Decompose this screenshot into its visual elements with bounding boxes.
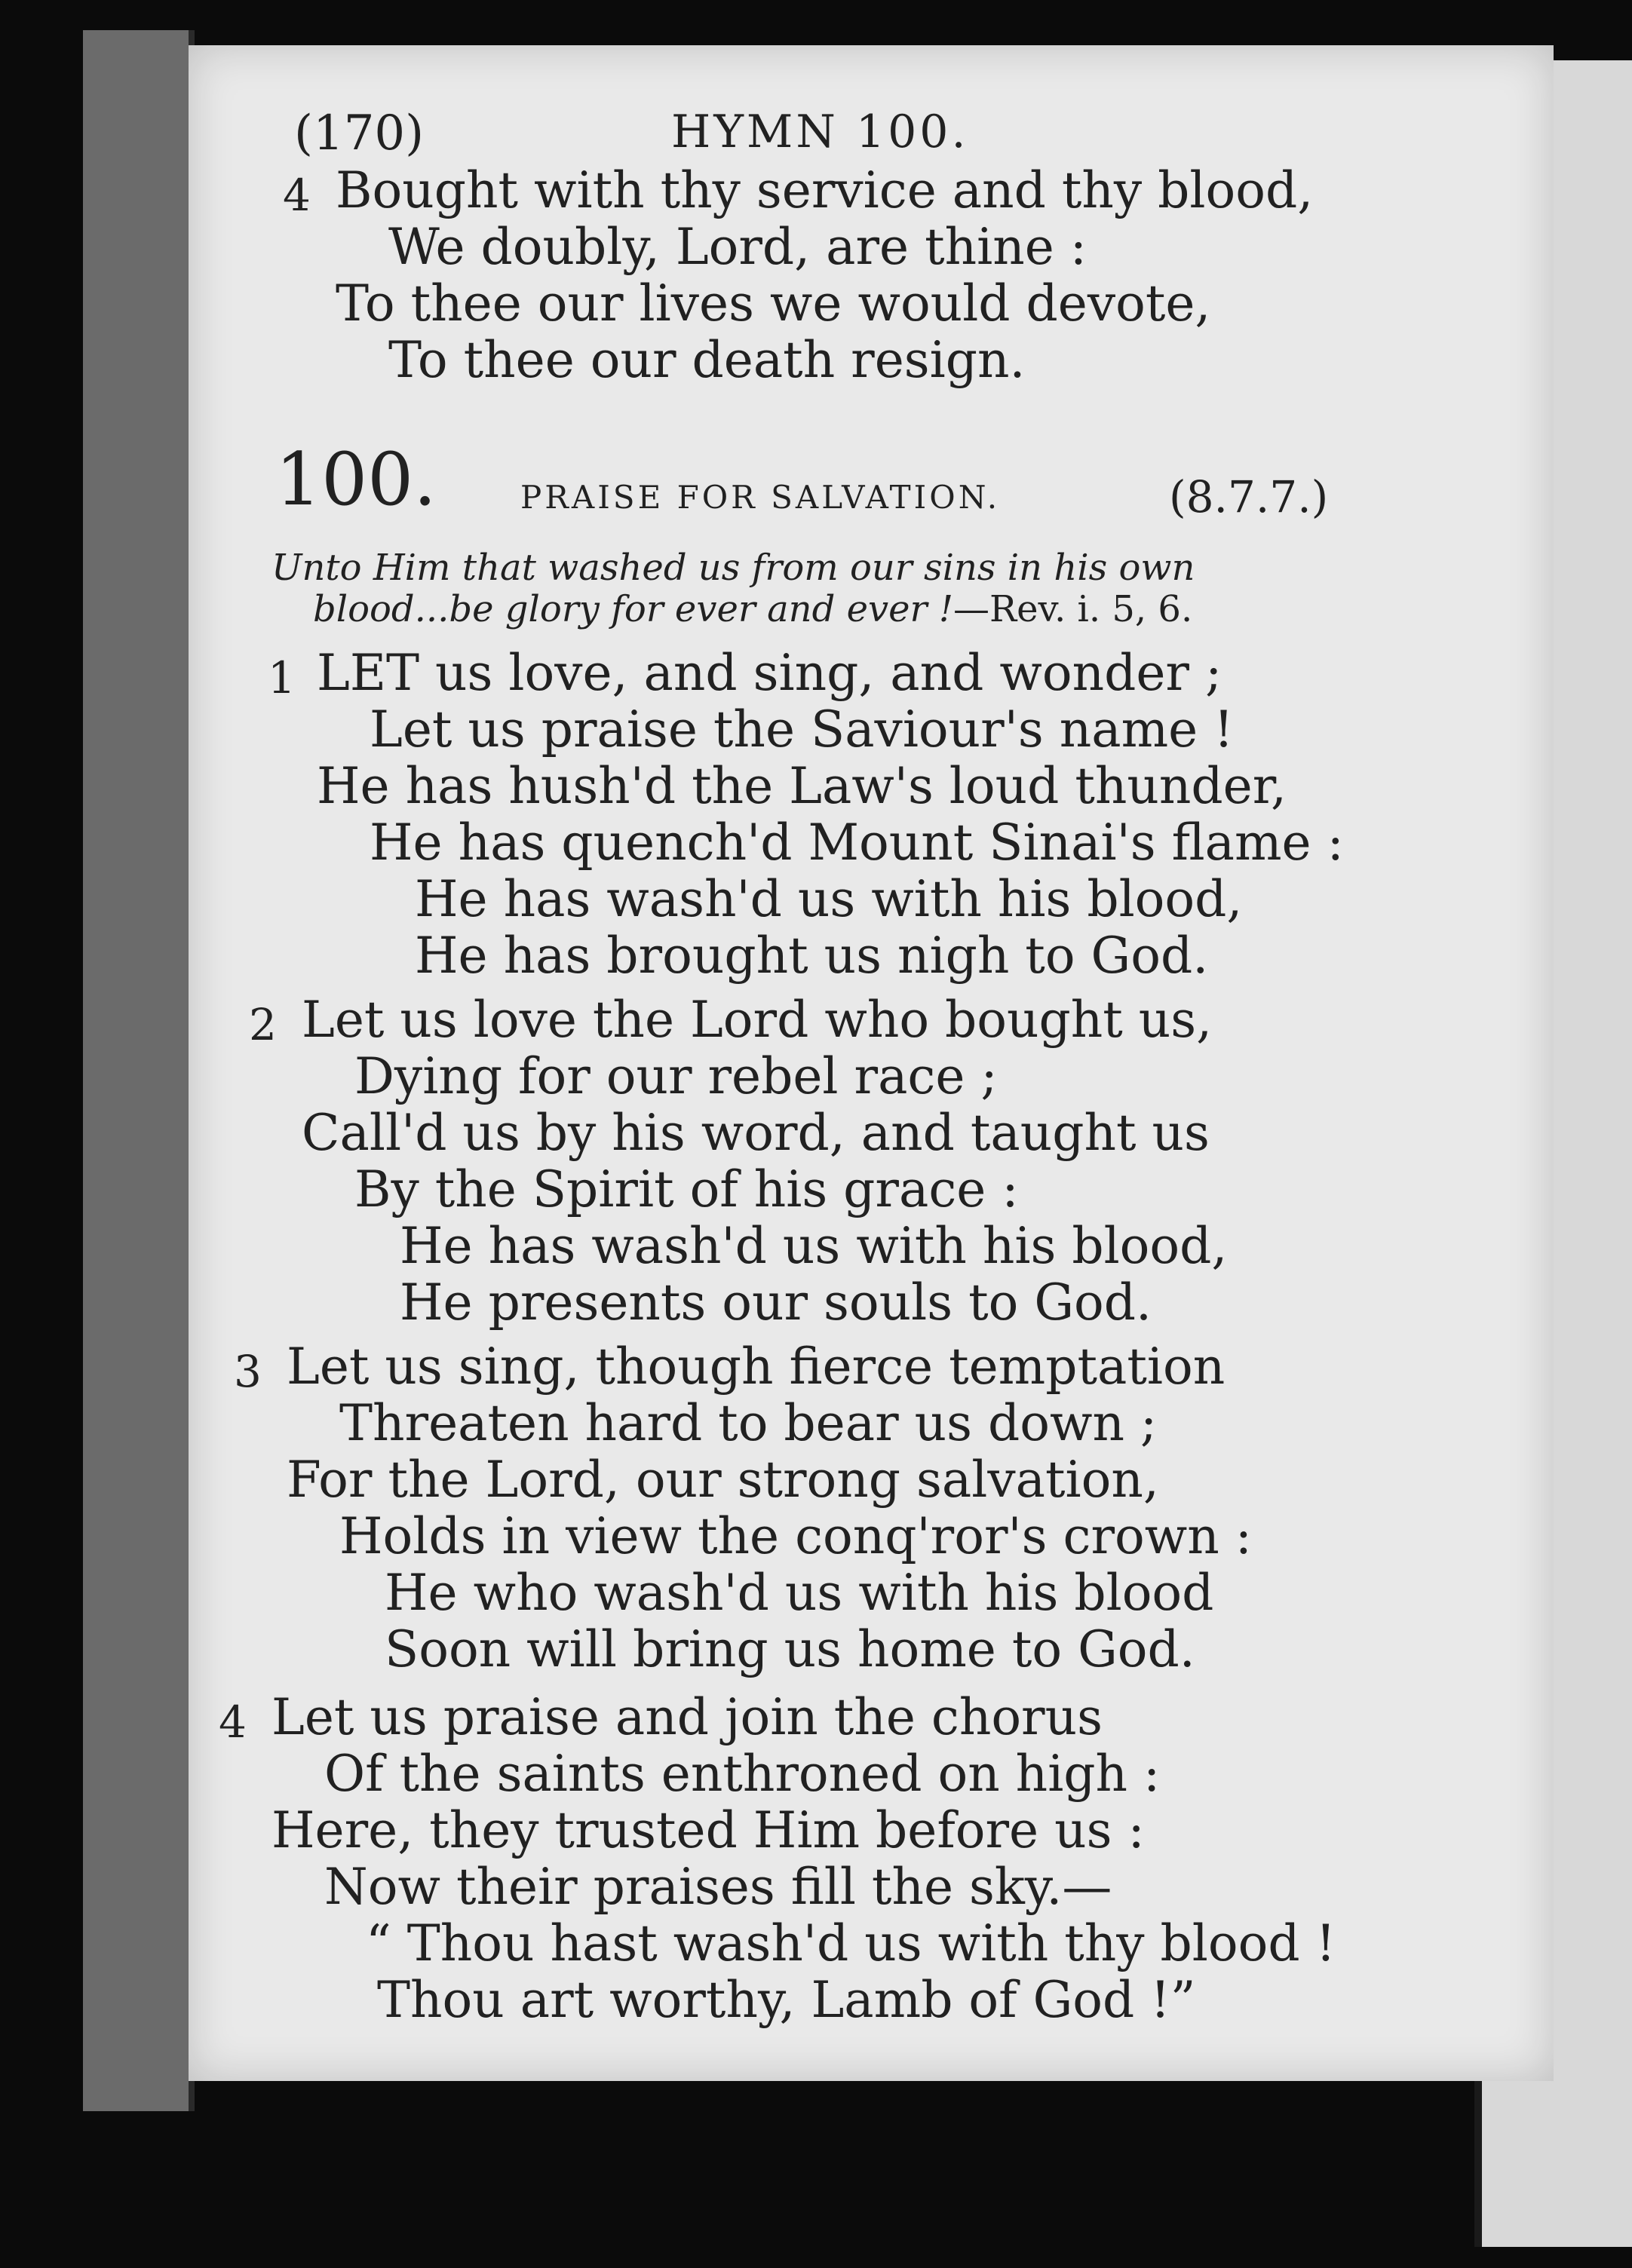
stanza-line: Let us praise and join the chorus	[271, 1688, 1103, 1746]
stanza-line: He who wash'd us with his blood	[385, 1564, 1214, 1622]
stanza-line: He has wash'd us with his blood,	[400, 1217, 1228, 1275]
hymn-number: 100.	[275, 437, 437, 522]
stanza-line: He presents our souls to God.	[400, 1273, 1152, 1332]
stanza-line: Dying for our rebel race ;	[354, 1047, 998, 1105]
stanza-line: Here, they trusted Him before us :	[271, 1801, 1145, 1859]
prev-stanza-line: To thee our lives we would devote,	[336, 274, 1211, 333]
prev-stanza-line: To thee our death resign.	[388, 331, 1026, 389]
prev-stanza-line: Bought with thy service and thy blood,	[336, 161, 1314, 219]
stanza-line: Thou art worthy, Lamb of God !”	[377, 1971, 1196, 2029]
stanza-number: 4	[219, 1696, 247, 1748]
stanza-line: He has wash'd us with his blood,	[415, 870, 1243, 928]
stanza-line: Of the saints enthroned on high :	[324, 1745, 1161, 1803]
stanza-number: 3	[234, 1346, 262, 1397]
stanza-line: “ Thou hast wash'd us with thy blood !	[366, 1914, 1336, 1972]
stanza-line: Holds in view the conq'ror's crown :	[339, 1507, 1252, 1565]
stanza-line: Let us praise the Saviour's name !	[370, 700, 1234, 759]
stanza-line: Threaten hard to bear us down ;	[339, 1394, 1158, 1452]
stanza-line: LET us love, and sing, and wonder ;	[317, 644, 1222, 702]
stanza-line: He has brought us nigh to God.	[415, 927, 1209, 985]
stanza-number: 1	[268, 652, 296, 703]
epigraph-line: Unto Him that washed us from our sins in his own	[271, 547, 1195, 589]
epigraph-reference: —Rev. i. 5, 6.	[953, 588, 1193, 630]
stanza-line: Let us love the Lord who bought us,	[302, 991, 1213, 1049]
stanza-line: Let us sing, though fierce temptation	[287, 1338, 1226, 1396]
book-spine-edge	[83, 30, 195, 2111]
book-page	[189, 45, 1554, 2081]
hymn-meter: (8.7.7.)	[1169, 471, 1329, 523]
page-number: (170)	[294, 106, 425, 161]
epigraph-line	[313, 588, 1192, 630]
stanza-line: Now their praises fill the sky.—	[324, 1858, 1112, 1916]
stanza-number: 2	[249, 999, 277, 1050]
page-text	[189, 45, 1554, 2081]
stanza-line: By the Spirit of his grace :	[354, 1160, 1019, 1218]
hymn-title: PRAISE FOR SALVATION.	[520, 479, 1001, 516]
stanza-line: He has quench'd Mount Sinai's flame :	[370, 814, 1344, 872]
running-header: HYMN 100.	[671, 106, 969, 158]
stanza-line: Soon will bring us home to God.	[385, 1620, 1195, 1678]
stanza-line: Call'd us by his word, and taught us	[302, 1104, 1210, 1162]
prev-stanza-line: We doubly, Lord, are thine :	[388, 218, 1087, 276]
stanza-line: For the Lord, our strong salvation,	[287, 1451, 1159, 1509]
stanza-line: He has hush'd the Law's loud thunder,	[317, 757, 1287, 815]
prev-stanza-number: 4	[283, 170, 311, 221]
epigraph-text: blood...be glory for ever and ever !	[313, 588, 953, 630]
